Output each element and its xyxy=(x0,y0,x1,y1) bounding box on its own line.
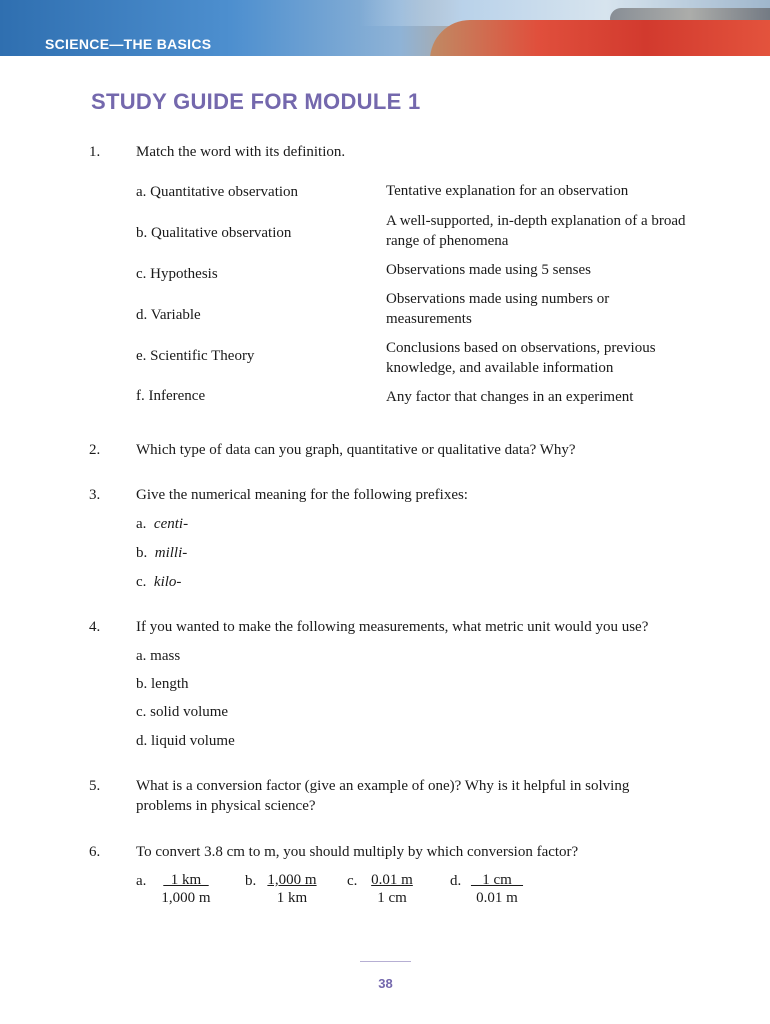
question-6-text: To convert 3.8 cm to m, you should multiply by which conversion factor? xyxy=(136,844,579,860)
question-4-number: 4. xyxy=(89,619,101,635)
option-c-numerator: 0.01 m xyxy=(371,872,413,888)
match-definition-6: Any factor that changes in an experiment xyxy=(386,389,634,405)
question-1-text: Match the word with its definition. xyxy=(136,144,346,160)
match-definition-4: Observations made using numbers or measurements xyxy=(386,291,610,327)
question-3-text: Give the numerical meaning for the following prefixes: xyxy=(136,487,468,503)
match-definition-5: Conclusions based on observations, previous knowledge, and available information xyxy=(386,340,656,376)
match-term-a: a. Quantitative observation xyxy=(136,184,299,200)
question-1-number: 1. xyxy=(89,144,101,160)
prefix-item-c: c. kilo- xyxy=(136,574,182,590)
unit-item-b: b. length xyxy=(136,676,189,692)
prefix-item-b: b. milli- xyxy=(136,545,188,561)
option-a-fraction xyxy=(156,871,216,907)
match-term-b: b. Qualitative observation xyxy=(136,225,292,241)
match-definition-2: A well-supported, in-depth explanation of a broad range of phenomena xyxy=(386,213,686,249)
question-4-text: If you wanted to make the following measurements, what metric unit would you use? xyxy=(136,619,649,635)
prefix-item-a: a. centi- xyxy=(136,516,189,532)
option-c-fraction xyxy=(364,871,420,907)
option-b-denominator: 1 km xyxy=(276,890,308,906)
option-c-denominator: 1 cm xyxy=(377,890,407,906)
unit-item-d: d. liquid volume xyxy=(136,733,235,749)
match-definition-3: Observations made using 5 senses xyxy=(386,262,591,278)
footer-divider xyxy=(360,961,411,962)
option-a-numerator: 1 km xyxy=(163,872,209,888)
question-5-number: 5. xyxy=(89,778,101,794)
unit-item-a: a. mass xyxy=(136,648,181,664)
question-3-number: 3. xyxy=(89,487,101,503)
match-definition-1: Tentative explanation for an observation xyxy=(386,183,629,199)
option-d-denominator: 0.01 m xyxy=(476,890,518,906)
option-b-fraction xyxy=(262,871,322,907)
question-6-number: 6. xyxy=(89,844,101,860)
question-5-text: What is a conversion factor (give an example of one)? Why is it helpful in solving problems in physical science? xyxy=(136,778,630,814)
option-d-numerator: 1 cm xyxy=(470,872,524,888)
banner-rock-image xyxy=(430,20,770,56)
page-number: 38 xyxy=(378,976,393,991)
option-b-letter: b. xyxy=(245,873,257,889)
match-term-d: d. Variable xyxy=(136,307,201,323)
option-b-numerator: 1,000 m xyxy=(267,872,317,888)
question-2-number: 2. xyxy=(89,442,101,458)
option-c-letter: c. xyxy=(347,873,358,889)
section-title: SCIENCE—THE BASICS xyxy=(45,36,212,52)
match-term-f: f. Inference xyxy=(136,388,206,404)
question-2-text: Which type of data can you graph, quantitative or qualitative data? Why? xyxy=(136,442,576,458)
match-term-e: e. Scientific Theory xyxy=(136,348,255,364)
match-term-c: c. Hypothesis xyxy=(136,266,218,282)
unit-item-c: c. solid volume xyxy=(136,704,229,720)
option-d-letter: d. xyxy=(450,873,462,889)
option-d-fraction xyxy=(466,871,528,907)
option-a-letter: a. xyxy=(136,873,147,889)
option-a-denominator: 1,000 m xyxy=(161,890,211,906)
header-banner xyxy=(0,0,770,56)
page-title: STUDY GUIDE FOR MODULE 1 xyxy=(91,89,421,114)
